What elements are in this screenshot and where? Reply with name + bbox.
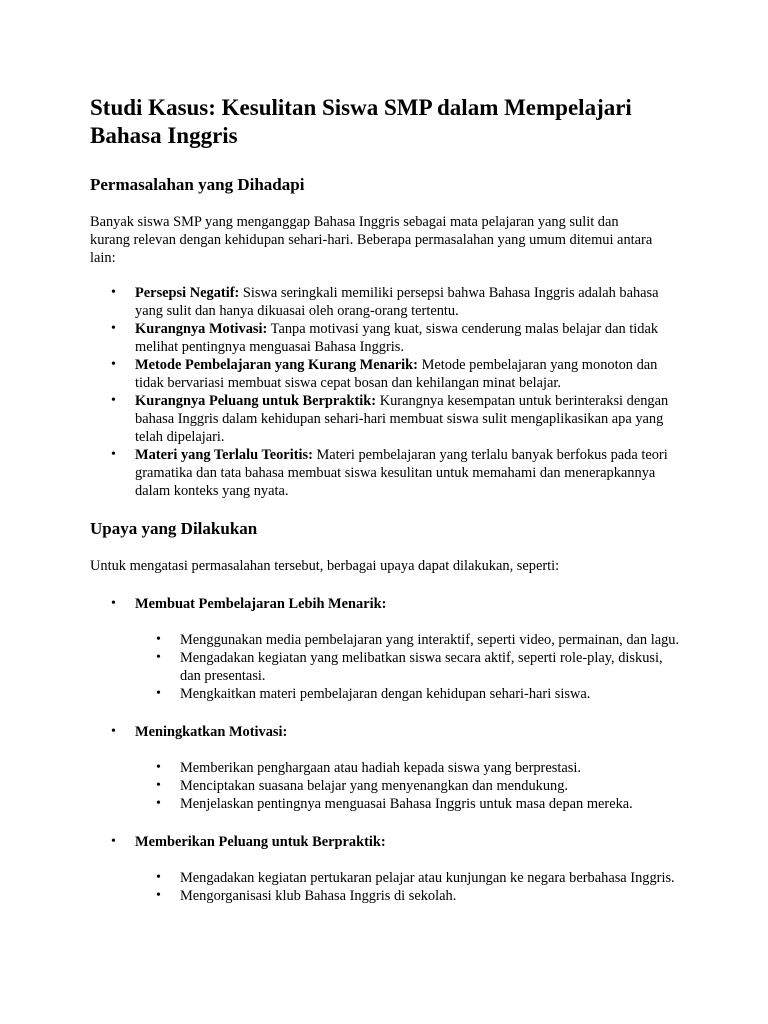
item-label: Kurangnya Motivasi: <box>135 321 268 337</box>
effort-group <box>90 723 678 813</box>
list-item: • Menjelaskan pentingnya menguasai Bahasa Inggris untuk masa depan mereka. <box>90 795 680 813</box>
list-item: • Mengadakan kegiatan yang melibatkan siswa secara aktif, seperti role-play, diskusi, dan presentasi. <box>90 649 680 685</box>
list-item <box>90 320 675 356</box>
item-text: Metode pembelajaran yang monoton dan tidak bervariasi membuat siswa cepat bosan dan kehilangan minat belajar. <box>135 357 658 391</box>
effort-group <box>90 595 678 703</box>
effort-sublist <box>90 869 678 905</box>
item-text: Tanpa motivasi yang kuat, siswa cenderung malas belajar dan tidak melihat pentingnya menguasai Bahasa Inggris. <box>135 321 659 355</box>
section-heading-efforts: Upaya yang Dilakukan <box>90 519 258 538</box>
list-item <box>90 392 675 446</box>
effort-sublist <box>90 759 678 813</box>
section-intro-efforts: Untuk mengatasi permasalahan tersebut, berbagai upaya dapat dilakukan, seperti: <box>90 558 560 574</box>
effort-group-label: • Membuat Pembelajaran Lebih Menarik: <box>90 595 678 613</box>
effort-sublist <box>90 631 678 703</box>
item-label: Metode Pembelajaran yang Kurang Menarik: <box>135 357 418 373</box>
list-item: • Memberikan penghargaan atau hadiah kepada siswa yang berprestasi. <box>90 759 680 777</box>
item-label: Kurangnya Peluang untuk Berpraktik: <box>135 393 377 409</box>
effort-group-label: • Memberikan Peluang untuk Berpraktik: <box>90 833 678 851</box>
section-intro-problems: Banyak siswa SMP yang menganggap Bahasa Inggris sebagai mata pelajaran yang sulit dan kurang relevan dengan kehidupan sehari-hari. Beberapa permasalahan yang umum ditemui antara lain: <box>90 214 653 266</box>
effort-group <box>90 833 678 905</box>
effort-list <box>90 595 678 905</box>
page-title: Studi Kasus: Kesulitan Siswa SMP dalam Mempelajari Bahasa Inggris <box>90 95 632 148</box>
list-item: • Mengadakan kegiatan pertukaran pelajar atau kunjungan ke negara berbahasa Inggris. <box>90 869 680 887</box>
list-item <box>90 446 675 500</box>
list-item: • Mengorganisasi klub Bahasa Inggris di sekolah. <box>90 887 680 905</box>
item-text: Materi pembelajaran yang terlalu banyak berfokus pada teori gramatika dan tata bahasa membuat siswa kesulitan untuk memahami dan menerapkannya dalam konteks yang nyata. <box>135 447 668 499</box>
item-text: Siswa seringkali memiliki persepsi bahwa Bahasa Inggris adalah bahasa yang sulit dan hanya dikuasai oleh orang-orang tertentu. <box>135 285 659 319</box>
list-item <box>90 356 675 392</box>
item-label: Persepsi Negatif: <box>135 285 240 301</box>
problem-list <box>90 284 678 500</box>
item-label: Materi yang Terlalu Teoritis: <box>135 447 313 463</box>
list-item: • Menggunakan media pembelajaran yang interaktif, seperti video, permainan, dan lagu. <box>90 631 680 649</box>
list-item: • Mengkaitkan materi pembelajaran dengan kehidupan sehari-hari siswa. <box>90 685 680 703</box>
list-item: • Menciptakan suasana belajar yang menyenangkan dan mendukung. <box>90 777 680 795</box>
item-text: Kurangnya kesempatan untuk berinteraksi dengan bahasa Inggris dalam kehidupan sehari-hari membuat siswa sulit mengaplikasikan apa yang telah dipelajari. <box>135 393 669 445</box>
section-heading-problems: Permasalahan yang Dihadapi <box>90 175 305 194</box>
list-item <box>90 284 675 320</box>
effort-group-label: • Meningkatkan Motivasi: <box>90 723 678 741</box>
